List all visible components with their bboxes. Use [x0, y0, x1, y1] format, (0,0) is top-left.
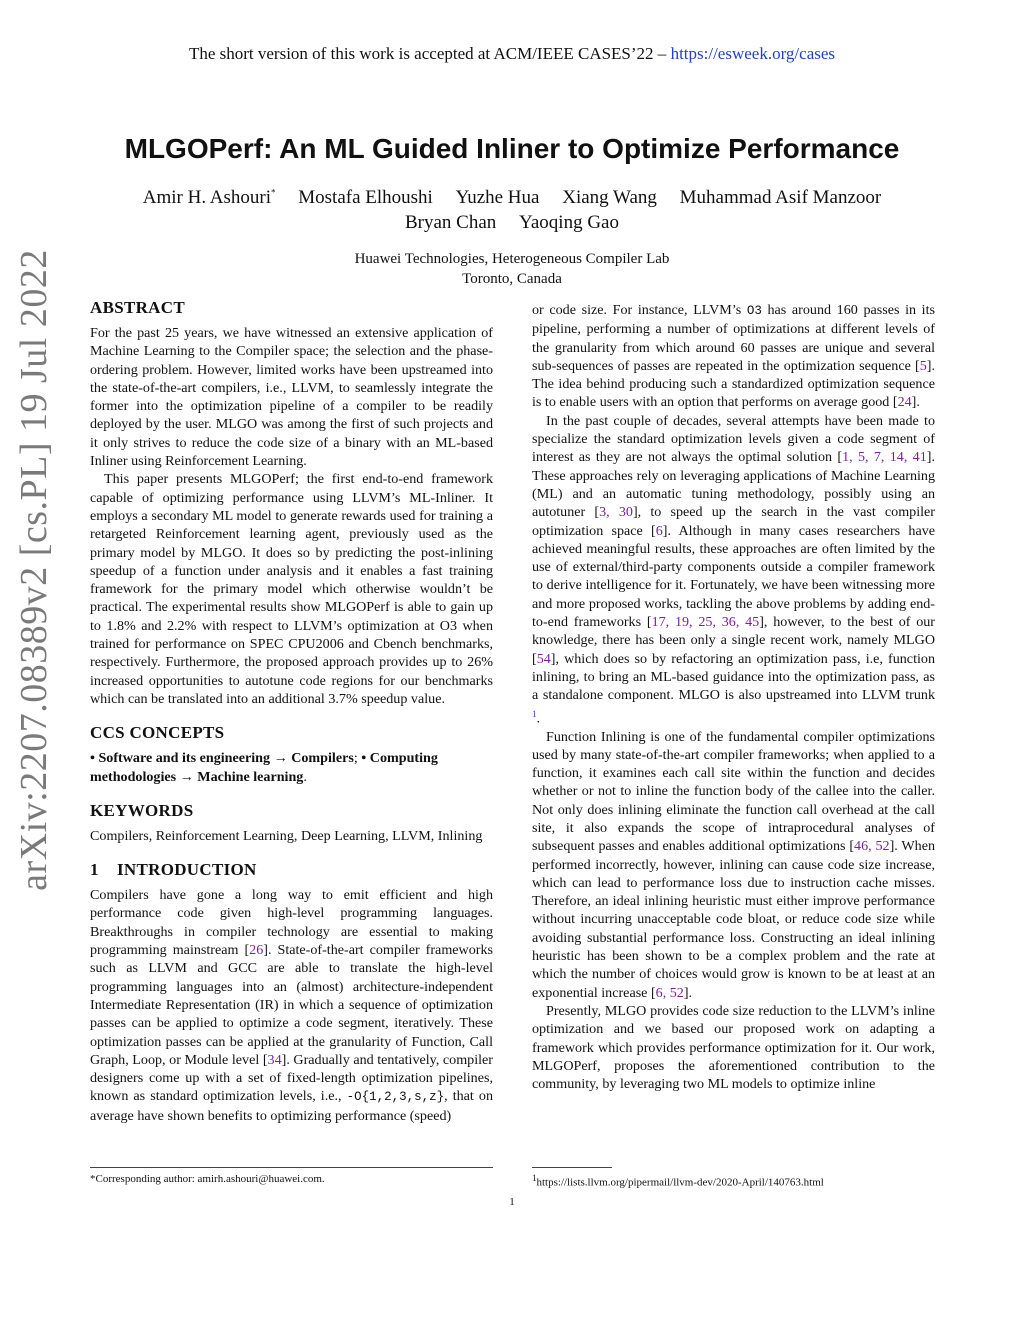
intro-paragraph-continued: or code size. For instance, LLVM’s O3 has around 160 passes in its pipeline, performing a number of optimizations at different levels of the granularity from which around 60 passes are unique and several sub-sequences of passes are repeated in the optimization sequence [5]. The idea behind producing such a standardized optimization sequence is to enable users with an option that performs on average good [24].	[532, 302, 935, 411]
citation-link[interactable]: 54	[536, 650, 551, 667]
intro-paragraph-3: Function Inlining is one of the fundamental compiler optimizations used by many state-of-the-art compiler frameworks; when applied to a function, it examines each call site within the function and decides whether or not to inline the function body of the callee into the caller. Not only does inlining eliminate the function call overhead at the call site, it also expands the scope of intraprocedural analyses of subsequent passes and enables additional optimizations [46, 52]. When performed incorrectly, however, inlining can cause code size increase, which can lead to performance loss due to instruction cache misses. Therefore, an ideal inlining heuristic must either improve performance without incurring unacceptable code bloat, or reduce code size while avoiding substantial performance loss. Constructing an ideal inlining heuristic has been shown to be a complex problem and the rate at which the number of choices would grow is known to be at least at an exponential increase [6, 52].	[532, 728, 936, 1001]
citation-link[interactable]: 6	[655, 522, 663, 539]
ccs-concepts: • Software and its engineering → Compilers; • Computing methodologies → Machine learning.	[90, 750, 438, 785]
acceptance-note-text: The short version of this work is accepted at ACM/IEEE CASES’22 –	[188, 44, 667, 63]
page-number: 1	[509, 1196, 515, 1208]
introduction-paragraph-1: Compilers have gone a long way to emit efficient and high performance code given high-level programming languages. Breakthroughs in compiler technology are essential to making programming mainstream [26]. State-of-the-art compiler frameworks such as LLVM and GCC are able to translate the high-level programming languages into an (almost) architecture-independent Intermediate Representation (IR) in which a sequence of optimization passes can be applied to optimize a code segment, iteratively. These optimization passes can be applied at the granularity of Function, Call Graph, Loop, or Module level [34]. Gradually and tentatively, compiler designers come up with a set of fixed-length optimization pipelines, known as standard optimization levels, i.e., -O{1,2,3,s,z}, that on average have shown benefits to optimizing performance (speed)	[90, 887, 493, 1124]
footnote-rule-right	[532, 1167, 612, 1168]
footnote-link[interactable]: 1	[532, 708, 537, 719]
arxiv-stamp	[5, 190, 63, 950]
introduction-heading: 1 INTRODUCTION	[90, 860, 257, 880]
citation-link[interactable]: 26	[249, 942, 264, 959]
affiliation-line-1: Huawei Technologies, Heterogeneous Compiler Lab	[354, 251, 670, 267]
citation-link[interactable]: 5	[919, 357, 927, 374]
abstract-paragraph-2: This paper presents MLGOPerf; the first end-to-end framework capable of optimizing performance using LLVM’s ML-Inliner. It employs a secondary ML model to generate rewards used for training a retargeted Reinforcement learning agent, previously used as the primary model by MLGO. It does so by predicting the post-inlining speedup of a function under analysis and it enables a fast training framework for the primary model which otherwise wouldn’t be practical. The experimental results show MLGOPerf is able to gain up to 1.8% and 2.2% with respect to LLVM’s optimization at O3 when trained for performance on SPEC CPU2006 and Cbench benchmarks, respectively. Furthermore, the proposed approach provides up to 26% increased opportunities to autotune code regions for our benchmarks which can be translated into an additional 3.7% speedup value.	[90, 471, 493, 707]
intro-paragraph-2: In the past couple of decades, several attempts have been made to specialize the standard optimization levels given a code segment of interest as they are not always the optimal solution [1, 5, 7, 14, 41]. These approaches rely on leveraging applications of Machine Learning (ML) and an automatic tuning methodology, possibly using an autotuner [3, 30], to speed up the search in the vast compiler optimization space [6]. Although in many cases researchers have achieved meaningful results, these approaches are often limited by the use of external/third-party components outside a compiler framework to derive intelligence for it. Fortunately, we have been witnessing more and more proposed works, tackling the above problems by adding end-to-end frameworks [17, 19, 25, 36, 45], however, to the best of our knowledge, there has been only a single recent work, namely MLGO [54], which does so by refactoring an optimization pass, i.e, function inlining, to bring an ML-based guidance into the optimization pass, as a standalone component. MLGO is also upstreamed into LLVM trunk $^1$.	[532, 412, 936, 727]
affiliation	[0, 249, 1024, 289]
author: Xiang Wang	[562, 187, 657, 209]
citation-link[interactable]: 46, 52	[854, 838, 890, 855]
paper-title: MLGOPerf: An ML Guided Inliner to Optimize Performance	[124, 133, 900, 164]
author: Mostafa Elhoushi	[298, 187, 433, 209]
abstract-heading: ABSTRACT	[90, 298, 185, 317]
footnote-url: $^1$https://lists.llvm.org/pipermail/llvm-dev/2020-April/140763.html	[532, 1173, 824, 1189]
author: Yaoqing Gao	[519, 212, 619, 234]
author: Bryan Chan	[405, 212, 497, 234]
right-column	[532, 301, 935, 1093]
author: Amir H. Ashouri*	[142, 187, 276, 209]
citation-link[interactable]: 17, 19, 25, 36, 45	[651, 614, 760, 631]
citation-link[interactable]: 1, 5, 7, 14, 41	[842, 449, 927, 466]
acceptance-note	[0, 44, 1024, 64]
footnote-url-link[interactable]: https://lists.llvm.org/pipermail/llvm-dev/2020-April/140763.html	[536, 1176, 824, 1189]
left-column	[90, 298, 493, 1125]
affiliation-line-2: Toronto, Canada	[462, 271, 562, 287]
citation-link[interactable]: 3, 30	[599, 504, 633, 521]
footnote-corresponding-author: *Corresponding author: amirh.ashouri@huawei.com.	[90, 1173, 325, 1185]
citation-link[interactable]: 34	[267, 1051, 282, 1068]
citation-link[interactable]: 24	[897, 394, 912, 411]
keywords-text: Compilers, Reinforcement Learning, Deep Learning, LLVM, Inlining	[90, 827, 483, 844]
author-list	[90, 181, 934, 235]
citation-link[interactable]: 6, 52	[655, 984, 684, 1001]
esweek-link[interactable]: https://esweek.org/cases	[670, 44, 836, 63]
footnote-rule-left	[90, 1167, 493, 1168]
ccs-heading: CCS CONCEPTS	[90, 723, 225, 743]
arxiv-stamp-text: arXiv:2207.08389v2 [cs.PL] 19 Jul 2022	[13, 249, 55, 891]
author: Yuzhe Hua	[455, 187, 540, 209]
keywords-heading: KEYWORDS	[90, 800, 194, 820]
intro-paragraph-4: Presently, MLGO provides code size reduction to the LLVM’s inline optimization and we based our proposed work on adapting a framework which provides performance optimization for it. Our work, MLGOPerf, proposes the aforementioned contribution to the community, by leveraging two ML models to optimize inline	[532, 1002, 935, 1093]
abstract-paragraph-1: For the past 25 years, we have witnessed an extensive application of Machine Learning to the Compiler space; the selection and the phase-ordering problem. However, limited works have been upstreamed into the state-of-the-art compilers, i.e., LLVM, to seamlessly integrate the former into the optimization pipeline of a compiler to be readily deployed by the user. MLGO was among the first of such projects and it only strives to reduce the code size of a binary with an ML-based Inliner using Reinforcement Learning.	[90, 325, 493, 470]
author: Muhammad Asif Manzoor	[679, 187, 882, 209]
